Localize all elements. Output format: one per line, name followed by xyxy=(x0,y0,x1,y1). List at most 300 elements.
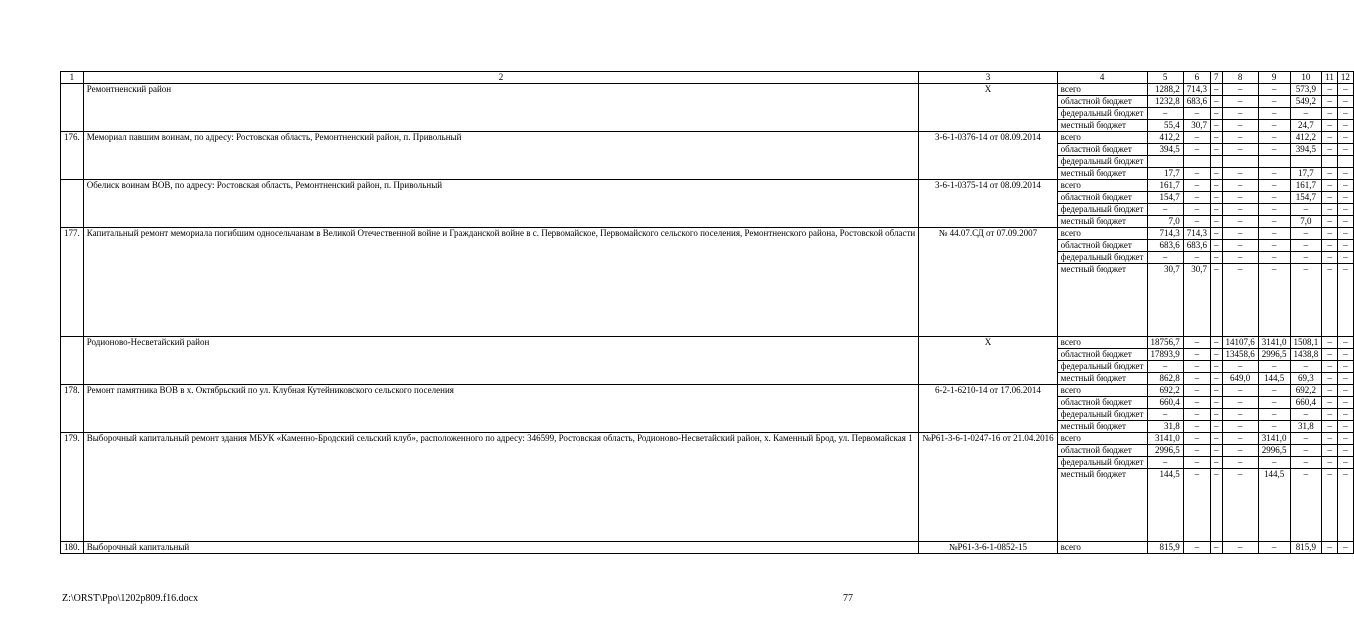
value-cell: – xyxy=(1258,396,1290,408)
value-cell: – xyxy=(1147,360,1183,372)
value-cell: – xyxy=(1337,456,1353,468)
value-cell: – xyxy=(1337,228,1353,240)
value-cell: 17,7 xyxy=(1147,168,1183,180)
value-cell: 154,7 xyxy=(1290,192,1322,204)
funding-source: федеральный бюджет xyxy=(1057,252,1147,264)
file-path: Z:\ORST\Ppo\1202p809.f16.docx xyxy=(62,593,199,604)
value-cell: – xyxy=(1290,468,1322,541)
value-cell: – xyxy=(1322,96,1338,108)
value-cell: 31,8 xyxy=(1147,420,1183,432)
value-cell: – xyxy=(1183,468,1210,541)
value-cell: – xyxy=(1222,144,1258,156)
value-cell: 144,5 xyxy=(1258,468,1290,541)
value-cell: 2996,5 xyxy=(1147,444,1183,456)
value-cell: – xyxy=(1211,396,1223,408)
value-cell: – xyxy=(1183,360,1210,372)
value-cell: – xyxy=(1222,204,1258,216)
value-cell: – xyxy=(1147,408,1183,420)
item-number xyxy=(61,180,84,228)
value-cell: – xyxy=(1183,444,1210,456)
funding-source: местный бюджет xyxy=(1057,120,1147,132)
value-cell: – xyxy=(1258,144,1290,156)
value-cell: 1232,8 xyxy=(1147,96,1183,108)
value-cell: – xyxy=(1183,108,1210,120)
value-cell: – xyxy=(1211,228,1223,240)
document-ref: № 44.07.СД от 07.09.2007 xyxy=(919,228,1057,337)
value-cell: 14107,6 xyxy=(1222,336,1258,348)
value-cell: – xyxy=(1258,264,1290,337)
funding-source: местный бюджет xyxy=(1057,420,1147,432)
value-cell: – xyxy=(1322,372,1338,384)
value-cell: – xyxy=(1222,360,1258,372)
value-cell: – xyxy=(1337,372,1353,384)
value-cell: 549,2 xyxy=(1290,96,1322,108)
value-cell: – xyxy=(1337,432,1353,444)
value-cell: 660,4 xyxy=(1290,396,1322,408)
value-cell: – xyxy=(1258,132,1290,144)
value-cell: – xyxy=(1337,132,1353,144)
value-cell: – xyxy=(1211,468,1223,541)
value-cell: 18756,7 xyxy=(1147,336,1183,348)
value-cell: – xyxy=(1322,541,1338,553)
value-cell: 394,5 xyxy=(1147,144,1183,156)
value-cell: 815,9 xyxy=(1147,541,1183,553)
value-cell: – xyxy=(1337,468,1353,541)
value-cell: – xyxy=(1322,444,1338,456)
value-cell: – xyxy=(1322,192,1338,204)
header-cell: 2 xyxy=(83,72,919,84)
funding-source: федеральный бюджет xyxy=(1057,204,1147,216)
value-cell: – xyxy=(1290,444,1322,456)
funding-source: всего xyxy=(1057,180,1147,192)
value-cell: 862,8 xyxy=(1147,372,1183,384)
value-cell: 394,5 xyxy=(1290,144,1322,156)
value-cell: – xyxy=(1258,384,1290,396)
object-name: Выборочный капитальный ремонт здания МБУК «Каменно-Бродский сельский клуб», расположенного по адресу: 346599, Ростовская область, Родионово-Несветайский район, х. Каменный Брод, ул. Первомайская 1 xyxy=(83,432,919,541)
value-cell: 2996,5 xyxy=(1258,444,1290,456)
value-cell: – xyxy=(1183,348,1210,360)
value-cell: – xyxy=(1290,204,1322,216)
value-cell: – xyxy=(1322,216,1338,228)
value-cell: – xyxy=(1322,228,1338,240)
value-cell: – xyxy=(1322,120,1338,132)
table-row xyxy=(61,132,1354,144)
value-cell: – xyxy=(1258,168,1290,180)
object-name: Обелиск воинам ВОВ, по адресу: Ростовская область, Ремонтненский район, п. Привольный xyxy=(83,180,919,228)
value-cell xyxy=(1211,156,1223,168)
value-cell: – xyxy=(1211,192,1223,204)
value-cell: – xyxy=(1211,144,1223,156)
value-cell: – xyxy=(1258,204,1290,216)
value-cell: – xyxy=(1183,541,1210,553)
value-cell: – xyxy=(1258,408,1290,420)
value-cell: 1508,1 xyxy=(1290,336,1322,348)
value-cell: – xyxy=(1337,144,1353,156)
value-cell: – xyxy=(1258,228,1290,240)
value-cell: – xyxy=(1322,456,1338,468)
value-cell: – xyxy=(1290,240,1322,252)
object-name: Выборочный капитальный xyxy=(83,541,919,553)
value-cell: 412,2 xyxy=(1147,132,1183,144)
value-cell: – xyxy=(1322,108,1338,120)
page-number: 77 xyxy=(843,593,853,604)
funding-source: областной бюджет xyxy=(1057,240,1147,252)
value-cell: – xyxy=(1211,240,1223,252)
value-cell: – xyxy=(1322,360,1338,372)
value-cell: – xyxy=(1337,408,1353,420)
value-cell: – xyxy=(1337,420,1353,432)
value-cell: – xyxy=(1222,432,1258,444)
value-cell xyxy=(1322,156,1338,168)
object-name: Капитальный ремонт мемориала погибшим односельчанам в Великой Отечественной войне и Гражданской войне в с. Первомайское, Первомайского сельского поселения, Ремонтненского района, Ростовской области xyxy=(83,228,919,337)
value-cell: 144,5 xyxy=(1147,468,1183,541)
value-cell: – xyxy=(1222,541,1258,553)
value-cell: 683,6 xyxy=(1183,96,1210,108)
value-cell: – xyxy=(1211,384,1223,396)
funding-source: всего xyxy=(1057,336,1147,348)
value-cell: 3141,0 xyxy=(1258,432,1290,444)
value-cell: – xyxy=(1322,432,1338,444)
value-cell: – xyxy=(1211,84,1223,96)
value-cell: – xyxy=(1222,420,1258,432)
value-cell: 714,3 xyxy=(1183,84,1210,96)
value-cell: – xyxy=(1211,96,1223,108)
value-cell: 24,7 xyxy=(1290,120,1322,132)
value-cell: – xyxy=(1222,216,1258,228)
header-row xyxy=(61,72,1354,84)
value-cell: 683,6 xyxy=(1147,240,1183,252)
funding-source: федеральный бюджет xyxy=(1057,408,1147,420)
value-cell: – xyxy=(1258,180,1290,192)
value-cell: 3141,0 xyxy=(1147,432,1183,444)
value-cell: – xyxy=(1211,541,1223,553)
value-cell: – xyxy=(1337,96,1353,108)
value-cell: – xyxy=(1337,120,1353,132)
value-cell: – xyxy=(1337,108,1353,120)
value-cell: – xyxy=(1337,192,1353,204)
item-number: 178. xyxy=(61,384,84,432)
value-cell xyxy=(1290,156,1322,168)
value-cell: – xyxy=(1290,360,1322,372)
value-cell: – xyxy=(1322,144,1338,156)
value-cell: 412,2 xyxy=(1290,132,1322,144)
funding-source: местный бюджет xyxy=(1057,216,1147,228)
funding-source: местный бюджет xyxy=(1057,264,1147,337)
value-cell: 1438,8 xyxy=(1290,348,1322,360)
value-cell: – xyxy=(1337,360,1353,372)
header-cell: 7 xyxy=(1211,72,1223,84)
value-cell: – xyxy=(1322,468,1338,541)
value-cell: – xyxy=(1183,420,1210,432)
value-cell: – xyxy=(1322,384,1338,396)
value-cell: – xyxy=(1211,264,1223,337)
value-cell: – xyxy=(1290,456,1322,468)
value-cell: 692,2 xyxy=(1290,384,1322,396)
value-cell: – xyxy=(1222,108,1258,120)
value-cell: – xyxy=(1337,541,1353,553)
funding-source: федеральный бюджет xyxy=(1057,456,1147,468)
value-cell: – xyxy=(1222,252,1258,264)
value-cell: – xyxy=(1211,252,1223,264)
value-cell: – xyxy=(1222,192,1258,204)
value-cell: 3141,0 xyxy=(1258,336,1290,348)
value-cell: 161,7 xyxy=(1290,180,1322,192)
header-cell: 1 xyxy=(61,72,84,84)
value-cell: 31,8 xyxy=(1290,420,1322,432)
value-cell: – xyxy=(1337,336,1353,348)
item-number xyxy=(61,336,84,384)
value-cell: – xyxy=(1222,468,1258,541)
header-cell: 4 xyxy=(1057,72,1147,84)
value-cell: – xyxy=(1222,228,1258,240)
value-cell: – xyxy=(1290,252,1322,264)
value-cell: – xyxy=(1290,408,1322,420)
value-cell: 144,5 xyxy=(1258,372,1290,384)
value-cell: 7,0 xyxy=(1290,216,1322,228)
item-number xyxy=(61,84,84,132)
value-cell: 17,7 xyxy=(1290,168,1322,180)
value-cell: – xyxy=(1183,180,1210,192)
value-cell: – xyxy=(1211,420,1223,432)
value-cell: 573,9 xyxy=(1290,84,1322,96)
funding-source: всего xyxy=(1057,384,1147,396)
value-cell: 17893,9 xyxy=(1147,348,1183,360)
value-cell xyxy=(1183,156,1210,168)
value-cell: 30,7 xyxy=(1183,120,1210,132)
value-cell: – xyxy=(1183,384,1210,396)
value-cell: – xyxy=(1211,372,1223,384)
value-cell: – xyxy=(1183,372,1210,384)
value-cell: – xyxy=(1337,84,1353,96)
value-cell: – xyxy=(1183,144,1210,156)
value-cell: 13458,6 xyxy=(1222,348,1258,360)
value-cell: – xyxy=(1147,204,1183,216)
value-cell: – xyxy=(1222,240,1258,252)
funding-source: всего xyxy=(1057,432,1147,444)
header-cell: 5 xyxy=(1147,72,1183,84)
document-ref: X xyxy=(919,336,1057,384)
funding-source: областной бюджет xyxy=(1057,96,1147,108)
value-cell: – xyxy=(1211,456,1223,468)
value-cell xyxy=(1337,156,1353,168)
value-cell: 7,0 xyxy=(1147,216,1183,228)
value-cell: – xyxy=(1222,456,1258,468)
value-cell: – xyxy=(1183,432,1210,444)
object-name: Ремонт памятника ВОВ в х. Октябрьский по ул. Клубная Кутейниковского сельского поселения xyxy=(83,384,919,432)
value-cell: 154,7 xyxy=(1147,192,1183,204)
value-cell: 815,9 xyxy=(1290,541,1322,553)
item-number: 176. xyxy=(61,132,84,180)
value-cell: – xyxy=(1337,204,1353,216)
value-cell: – xyxy=(1183,204,1210,216)
value-cell: – xyxy=(1258,192,1290,204)
value-cell: – xyxy=(1183,216,1210,228)
value-cell: 55,4 xyxy=(1147,120,1183,132)
value-cell xyxy=(1147,156,1183,168)
value-cell: – xyxy=(1211,408,1223,420)
value-cell: – xyxy=(1183,168,1210,180)
value-cell: 1288,2 xyxy=(1147,84,1183,96)
table-row xyxy=(61,432,1354,444)
table-row xyxy=(61,180,1354,192)
document-ref: 3-6-1-0376-14 от 08.09.2014 xyxy=(919,132,1057,180)
value-cell: – xyxy=(1211,336,1223,348)
object-name: Мемориал павшим воинам, по адресу: Ростовская область, Ремонтненский район, п. Привольный xyxy=(83,132,919,180)
value-cell: – xyxy=(1222,84,1258,96)
funding-source: всего xyxy=(1057,228,1147,240)
value-cell: – xyxy=(1183,192,1210,204)
value-cell: – xyxy=(1322,420,1338,432)
funding-source: областной бюджет xyxy=(1057,444,1147,456)
value-cell: 30,7 xyxy=(1147,264,1183,337)
value-cell: 649,0 xyxy=(1222,372,1258,384)
value-cell xyxy=(1222,156,1258,168)
value-cell: – xyxy=(1183,396,1210,408)
funding-source: всего xyxy=(1057,541,1147,553)
value-cell: – xyxy=(1222,132,1258,144)
value-cell: – xyxy=(1211,120,1223,132)
value-cell: – xyxy=(1322,348,1338,360)
object-name: Ремонтненский район xyxy=(83,84,919,132)
value-cell: – xyxy=(1337,348,1353,360)
value-cell: – xyxy=(1211,216,1223,228)
value-cell: – xyxy=(1258,541,1290,553)
value-cell: – xyxy=(1183,252,1210,264)
table-row xyxy=(61,228,1354,240)
header-cell: 12 xyxy=(1337,72,1353,84)
header-cell: 6 xyxy=(1183,72,1210,84)
header-cell: 9 xyxy=(1258,72,1290,84)
table-row xyxy=(61,384,1354,396)
value-cell: 683,6 xyxy=(1183,240,1210,252)
value-cell: – xyxy=(1222,396,1258,408)
value-cell: 714,3 xyxy=(1147,228,1183,240)
item-number: 177. xyxy=(61,228,84,337)
document-ref: №Р61-3-6-1-0247-16 от 21.04.2016 xyxy=(919,432,1057,541)
value-cell: – xyxy=(1290,264,1322,337)
document-ref: 6-2-1-6210-14 от 17.06.2014 xyxy=(919,384,1057,432)
value-cell: 30,7 xyxy=(1183,264,1210,337)
value-cell: – xyxy=(1147,252,1183,264)
value-cell: – xyxy=(1183,336,1210,348)
value-cell: 161,7 xyxy=(1147,180,1183,192)
value-cell: – xyxy=(1211,180,1223,192)
value-cell: – xyxy=(1258,120,1290,132)
value-cell: – xyxy=(1322,132,1338,144)
document-ref: 3-6-1-0375-14 от 08.09.2014 xyxy=(919,180,1057,228)
object-name: Родионово-Несветайский район xyxy=(83,336,919,384)
funding-source: областной бюджет xyxy=(1057,192,1147,204)
budget-table xyxy=(60,71,1354,554)
value-cell: – xyxy=(1337,168,1353,180)
funding-source: местный бюджет xyxy=(1057,168,1147,180)
header-cell: 11 xyxy=(1322,72,1338,84)
value-cell: – xyxy=(1337,252,1353,264)
item-number: 180. xyxy=(61,541,84,553)
value-cell: – xyxy=(1211,204,1223,216)
value-cell: – xyxy=(1337,264,1353,337)
value-cell: – xyxy=(1290,432,1322,444)
value-cell: – xyxy=(1322,240,1338,252)
value-cell: – xyxy=(1258,108,1290,120)
header-cell: 10 xyxy=(1290,72,1322,84)
value-cell: – xyxy=(1147,456,1183,468)
value-cell: – xyxy=(1211,348,1223,360)
value-cell: – xyxy=(1337,216,1353,228)
value-cell: – xyxy=(1222,408,1258,420)
value-cell: 69,3 xyxy=(1290,372,1322,384)
value-cell: – xyxy=(1258,240,1290,252)
funding-source: местный бюджет xyxy=(1057,468,1147,541)
value-cell: – xyxy=(1258,96,1290,108)
funding-source: областной бюджет xyxy=(1057,144,1147,156)
value-cell: – xyxy=(1222,444,1258,456)
value-cell: – xyxy=(1322,168,1338,180)
table-row xyxy=(61,336,1354,348)
value-cell: – xyxy=(1211,132,1223,144)
funding-source: федеральный бюджет xyxy=(1057,360,1147,372)
value-cell: – xyxy=(1258,84,1290,96)
value-cell: – xyxy=(1183,456,1210,468)
header-cell: 3 xyxy=(919,72,1057,84)
document-ref: №Р61-3-6-1-0852-15 xyxy=(919,541,1057,553)
value-cell: – xyxy=(1290,228,1322,240)
value-cell: – xyxy=(1337,444,1353,456)
value-cell: – xyxy=(1258,252,1290,264)
value-cell: – xyxy=(1183,408,1210,420)
funding-source: всего xyxy=(1057,84,1147,96)
value-cell: – xyxy=(1337,240,1353,252)
value-cell: – xyxy=(1322,396,1338,408)
value-cell: – xyxy=(1258,216,1290,228)
value-cell: – xyxy=(1211,444,1223,456)
value-cell xyxy=(1258,156,1290,168)
value-cell: – xyxy=(1322,336,1338,348)
value-cell: – xyxy=(1322,264,1338,337)
funding-source: местный бюджет xyxy=(1057,372,1147,384)
value-cell: – xyxy=(1258,420,1290,432)
table-row xyxy=(61,84,1354,96)
value-cell: 692,2 xyxy=(1147,384,1183,396)
value-cell: – xyxy=(1211,360,1223,372)
value-cell: – xyxy=(1322,252,1338,264)
value-cell: – xyxy=(1322,84,1338,96)
value-cell: – xyxy=(1222,384,1258,396)
value-cell: – xyxy=(1322,408,1338,420)
value-cell: – xyxy=(1222,168,1258,180)
value-cell: – xyxy=(1337,384,1353,396)
funding-source: всего xyxy=(1057,132,1147,144)
value-cell: – xyxy=(1258,456,1290,468)
value-cell: – xyxy=(1211,168,1223,180)
value-cell: – xyxy=(1211,108,1223,120)
value-cell: – xyxy=(1211,432,1223,444)
value-cell: – xyxy=(1183,132,1210,144)
header-cell: 8 xyxy=(1222,72,1258,84)
funding-source: федеральный бюджет xyxy=(1057,108,1147,120)
value-cell: – xyxy=(1222,180,1258,192)
value-cell: – xyxy=(1147,108,1183,120)
value-cell: – xyxy=(1322,204,1338,216)
value-cell: – xyxy=(1222,96,1258,108)
value-cell: 660,4 xyxy=(1147,396,1183,408)
funding-source: федеральный бюджет xyxy=(1057,156,1147,168)
document-ref: X xyxy=(919,84,1057,132)
value-cell: – xyxy=(1322,180,1338,192)
value-cell: 2996,5 xyxy=(1258,348,1290,360)
item-number: 179. xyxy=(61,432,84,541)
table-row xyxy=(61,541,1354,553)
